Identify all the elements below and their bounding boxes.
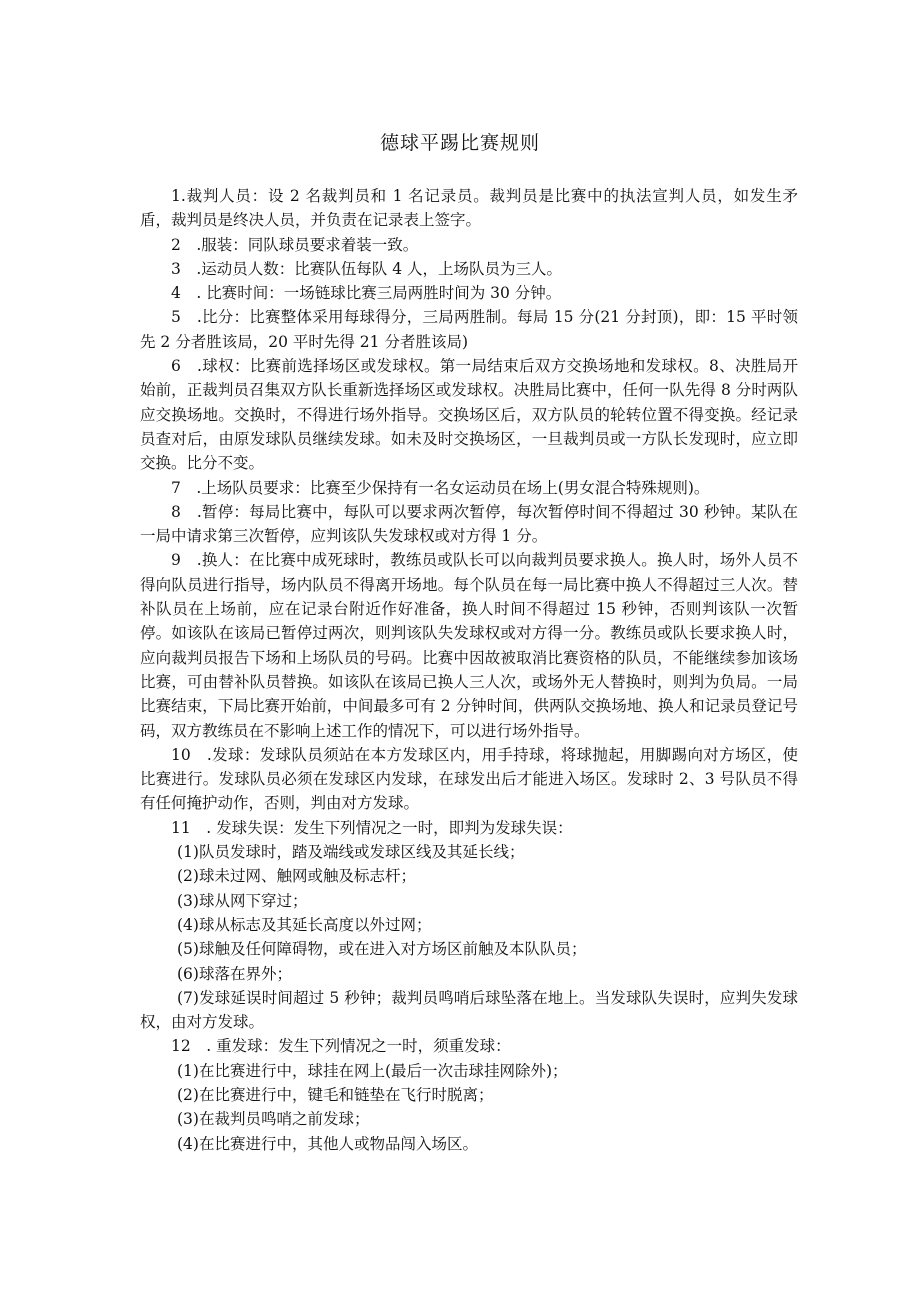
rule-sub-item: (4)在比赛进行中，其他人或物品闯入场区。 (177, 1134, 478, 1153)
rule-paragraph: 11 . 发球失误：发生下列情况之一时，即判为发球失误： (171, 818, 573, 837)
rule-sub-item: (2)在比赛进行中，键毛和链垫在飞行时脱离； (177, 1085, 494, 1104)
rule-paragraph: 1.裁判人员：设 2 名裁判员和 1 名记录员。裁判员是比赛中的执法宣判人员，如发生矛盾，裁判员是终决人员，并负责在记录表上签字。 (140, 187, 798, 230)
rule-sub-item: (1)在比赛进行中，球挂在网上(最后一次击球挂网除外)； (177, 1061, 568, 1080)
rule-sub-item: (3)球从网下穿过； (177, 891, 308, 910)
rule-sub-item: (6)球落在界外； (177, 964, 292, 983)
rule-paragraph: 10 .发球：发球队员须站在本方发球区内，用手持球，将球抛起，用脚踢向对方场区，使比赛进行。发球队员必须在发球区内发球，在球发出后才能进入场区。发球时 2、3 号队员不得有任何掩护动作，否则，判由对方发球。 (140, 745, 798, 813)
rule-paragraph: 12 . 重发球：发生下列情况之一时，须重发球： (171, 1037, 511, 1056)
rule-paragraph: 4 . 比赛时间：一场链球比赛三局两胜时间为 30 分钟。 (171, 284, 562, 303)
document-body (140, 184, 798, 1156)
rule-sub-item: (3)在裁判员鸣哨之前发球； (177, 1110, 370, 1129)
rule-paragraph: 8 .暂停：每局比赛中，每队可以要求两次暂停，每次暂停时间不得超过 30 秒钟。某队在一局中请求第三次暂停，应判该队失发球权或对方得 1 分。 (140, 502, 798, 546)
rule-sub-item: (2)球未过网、触网或触及标志杆； (177, 867, 416, 886)
rule-sub-item: (5)球触及任何障碍物，或在进入对方场区前触及本队队员； (177, 940, 587, 959)
document-title: 德球平踢比赛规则 (379, 132, 540, 154)
rule-sub-item: (4)球从标志及其延长高度以外过网； (177, 915, 432, 934)
rule-paragraph: 3 .运动员人数：比赛队伍每队 4 人，上场队员为三人。 (171, 259, 563, 278)
rule-paragraph: 2 .服装：同队球员要求着装一致。 (171, 235, 419, 254)
rule-sub-item: (1)队员发球时，踏及端线或发球区线及其延长线； (177, 843, 525, 862)
rule-sub-item: (7)发球延误时间超过 5 秒钟；裁判员鸣哨后球坠落在地上。当发球队失误时，应判失发球权，由对方发球。 (140, 988, 798, 1032)
rule-paragraph: 5 .比分：比赛整体采用每球得分，三局两胜制。每局 15 分(21 分封顶)，即：15 平时领先 2 分者胜该局，20 平时先得 21 分者胜该局) (140, 308, 798, 351)
rule-paragraph: 9 .换人：在比赛中成死球时，教练员或队长可以向裁判员要求换人。换人时，场外人员不得向队员进行指导，场内队员不得离开场地。每个队员在每一局比赛中换人不得超过三人次。替补队员在上场前，应在记录台附近作好准备，换人时间不得超过 15 秒钟，否则判该队一次暂停。如该队在该局已暂停过两次，则判该队失发球权或对方得一分。教练员或队长要求换人时，应向裁判员报告下场和上场队员的号码。比赛中因故被取消比赛资格的队员，不能继续参加该场比赛，可由替补队员替换。如该队在该局已换人三人次，或场外无人替换时，则判为负局。一局比赛结束，下局比赛开始前，中间最多可有 2 分钟时间，供两队交换场地、换人和记录员登记号码，双方教练员在不影响上述工作的情况下，可以进行场外指导。 (140, 551, 798, 740)
rule-paragraph: 7 .上场队员要求：比赛至少保持有一名女运动员在场上(男女混合特殊规则)。 (171, 478, 710, 497)
rule-paragraph: 6 .球权：比赛前选择场区或发球权。第一局结束后双方交换场地和发球权。8、决胜局开始前，正裁判员召集双方队长重新选择场区或发球权。决胜局比赛中，任何一队先得 8 分时两队应交换场地。交换时，不得进行场外指导。交换场区后，双方队员的轮转位置不得变换。经记录员查对后，由原发球队员继续发球。如未及时交换场区，一旦裁判员或一方队长发现时，应立即交换。比分不变。 (140, 357, 798, 473)
